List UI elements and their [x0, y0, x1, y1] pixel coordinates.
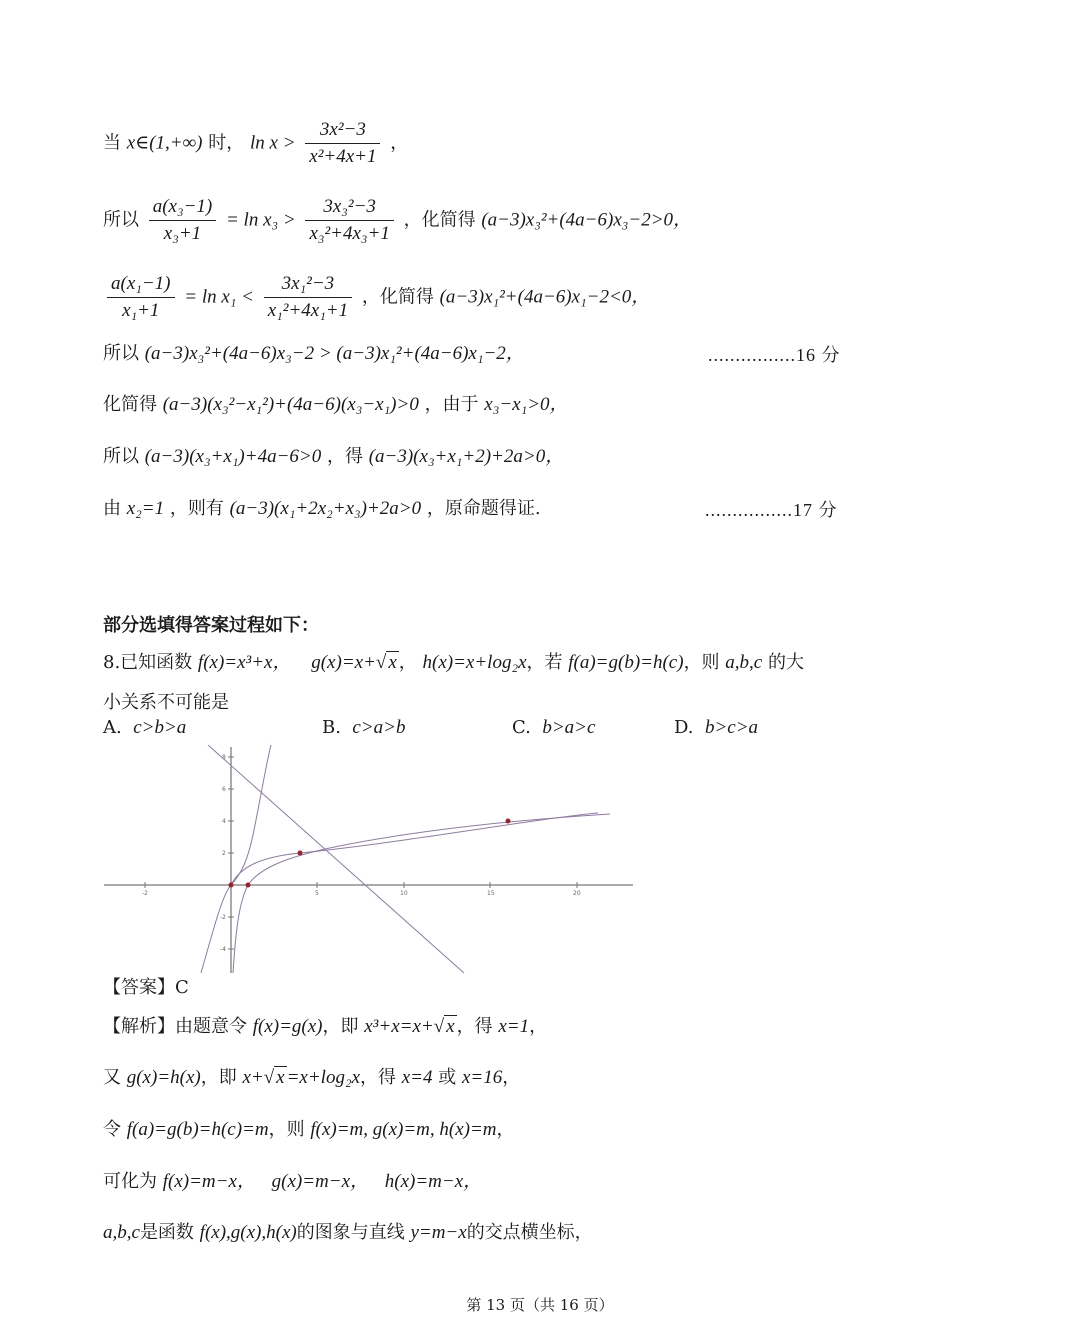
- q8-stem-line-1: [103, 649, 804, 677]
- math-vars: a,b,c: [725, 652, 763, 673]
- sqrt: √ x: [433, 1016, 455, 1037]
- score-16: ................16 分: [708, 345, 841, 365]
- y-tick-label: -2: [220, 914, 226, 921]
- math-g: g(x)=x+: [311, 652, 376, 673]
- proof-line-3: [103, 272, 650, 323]
- curve-g: [231, 813, 598, 885]
- text: ，则有: [169, 498, 224, 519]
- analysis-line-5: [103, 1219, 593, 1247]
- proof-line-7: [103, 495, 541, 523]
- text: ，: [390, 132, 409, 154]
- text: 所以: [103, 446, 139, 467]
- text: ，化简得: [361, 286, 434, 308]
- math-f: f(x)=x³+x，: [197, 652, 292, 673]
- math-condition: x∈(1,+∞): [126, 132, 203, 154]
- y-tick-label: 2: [222, 850, 226, 857]
- x-tick-label: 10: [400, 890, 408, 897]
- analysis-label: 【解析】: [103, 1016, 175, 1037]
- math-expr: (a−3)x₁²+(4a−6)x₁−2<0，: [439, 286, 651, 308]
- option-a: A. c>b>a: [103, 717, 187, 738]
- text: 所以: [103, 343, 139, 364]
- proof-line-6: [103, 443, 564, 471]
- x-tick-label: 20: [573, 890, 581, 897]
- text: ，由于: [424, 394, 479, 415]
- text: 的交点横坐标，: [466, 1222, 593, 1243]
- text: 令: [103, 1119, 121, 1140]
- option-d: D. b>c>a: [674, 717, 759, 738]
- math-expr: = ln x₃ >: [225, 209, 296, 231]
- math-expr: x+: [242, 1067, 264, 1088]
- page-footer: 第 13 页（共 16 页）: [466, 1296, 614, 1314]
- text: ，即: [322, 1016, 359, 1037]
- point: [506, 819, 511, 824]
- sqrt: √ x: [263, 1067, 285, 1088]
- x-tick-label: 15: [487, 890, 495, 897]
- q8-stem-line-2: 小关系不可能是: [103, 692, 229, 713]
- text: ，: [496, 1119, 515, 1140]
- text: ，则: [268, 1119, 305, 1140]
- y-tick-label: -4: [220, 946, 226, 953]
- sqrt: √ x: [375, 652, 397, 673]
- proof-line-5: [103, 391, 569, 419]
- x-tick-label: -2: [142, 890, 148, 897]
- text: ，则: [683, 652, 720, 673]
- text: 或: [438, 1067, 457, 1088]
- fraction: $\frac{\text{3x₃²−3}}{\text{x₃²+4x₃+1}}$: [305, 195, 393, 246]
- math-expr: x₃−x₁>0，: [484, 394, 569, 415]
- score-17: ................17 分: [705, 500, 838, 520]
- text: ，: [398, 652, 417, 673]
- math-expr: x=16: [461, 1067, 503, 1088]
- math-h: h(x)=x+log₂x: [422, 652, 527, 673]
- math-expr: y=m−x: [410, 1222, 467, 1243]
- text: ，: [502, 1067, 521, 1088]
- fraction: $\frac{\text{3x₁²−3}}{\text{x₁²+4x₁+1}}$: [264, 272, 352, 323]
- math-expr: =x+log₂x: [286, 1067, 361, 1088]
- text: 时，: [208, 132, 245, 154]
- section-heading: 部分选填得答案过程如下：: [103, 615, 319, 636]
- text: 所以: [103, 209, 139, 231]
- math-expr: = ln x₁ <: [184, 286, 254, 308]
- math-expr: x₂=1: [126, 498, 165, 519]
- option-b: B. c>a>b: [322, 717, 406, 738]
- text: ，: [529, 1016, 548, 1037]
- math-expr: f(x)=m, g(x)=m, h(x)=m: [310, 1119, 497, 1140]
- text: ，即: [200, 1067, 237, 1088]
- text: 的大: [767, 652, 804, 673]
- text: 由题意令: [175, 1016, 247, 1037]
- text: ，若: [526, 652, 563, 673]
- math-cond: f(a)=g(b)=h(c): [568, 652, 684, 673]
- text: ，得: [456, 1016, 493, 1037]
- math-expr: (a−3)x₃²+(4a−6)x₃−2 > (a−3)x₁²+(4a−6)x₁−2，: [144, 343, 525, 364]
- analysis-line-2: [103, 1064, 520, 1092]
- fraction: $\frac{\text{a(x₃−1)}}{\text{x₃+1}}$: [149, 195, 217, 246]
- analysis-line-4: [103, 1168, 482, 1196]
- y-tick-label: 8: [222, 754, 226, 761]
- math-expr: (a−3)(x₁+2x₂+x₃)+2a>0: [229, 498, 422, 519]
- math-expr: ln x >: [249, 132, 296, 154]
- math-expr: g(x)=h(x): [126, 1067, 201, 1088]
- y-tick-label: 6: [222, 786, 226, 793]
- fraction: $\frac{\text{3x²−3}}{\text{x²+4x+1}}$: [305, 118, 380, 169]
- math-expr: (a−3)(x₃+x₁+2)+2a>0，: [368, 446, 565, 467]
- math-expr: f(x),g(x),h(x): [199, 1222, 297, 1243]
- math-expr: (a−3)(x₃²−x₁²)+(4a−6)(x₃−x₁)>0: [162, 394, 419, 415]
- analysis-line-1: [103, 1013, 547, 1041]
- answer-line: [103, 974, 189, 1002]
- math-expr: a,b,c: [103, 1222, 140, 1243]
- analysis-line-3: [103, 1116, 515, 1144]
- math-expr: (a−3)x₃²+(4a−6)x₃−2>0，: [481, 209, 693, 231]
- text: ，得: [326, 446, 363, 467]
- point: [229, 883, 234, 888]
- proof-line-2: [103, 195, 692, 246]
- text: 化简得: [103, 394, 157, 415]
- math-expr: x=4: [401, 1067, 433, 1088]
- math-expr: g(x)=m−x，: [271, 1171, 370, 1192]
- fraction: $\frac{\text{a(x₁−1)}}{\text{x₁+1}}$: [107, 272, 175, 323]
- text: 是函数: [139, 1222, 194, 1243]
- text: 又: [103, 1067, 121, 1088]
- math-expr: x=1: [498, 1016, 530, 1037]
- text: 可化为: [103, 1171, 157, 1192]
- answer-label: 【答案】: [103, 977, 175, 998]
- math-expr: f(a)=g(b)=h(c)=m: [126, 1119, 269, 1140]
- text: 的图象与直线: [296, 1222, 405, 1243]
- math-expr: f(x)=m−x，: [162, 1171, 256, 1192]
- answer-value: C: [175, 977, 189, 998]
- text: 由: [103, 498, 121, 519]
- math-expr: h(x)=m−x，: [384, 1171, 483, 1192]
- y-tick-label: 4: [222, 818, 226, 825]
- text: 8.已知函数: [103, 652, 193, 673]
- point: [246, 883, 251, 888]
- math-expr: (a−3)(x₃+x₁)+4a−6>0: [144, 446, 322, 467]
- math-expr: x³+x=x+: [364, 1016, 434, 1037]
- x-tick-label: 5: [315, 890, 319, 897]
- option-c: C. b>a>c: [512, 717, 596, 738]
- text: 当: [103, 132, 121, 154]
- text: ，原命题得证.: [426, 498, 541, 519]
- proof-line-1: [103, 118, 408, 169]
- text: ，得: [360, 1067, 397, 1088]
- text: ，化简得: [403, 209, 476, 231]
- proof-line-4: [103, 340, 525, 368]
- function-graph: [100, 745, 640, 975]
- point: [298, 851, 303, 856]
- math-expr: f(x)=g(x): [252, 1016, 323, 1037]
